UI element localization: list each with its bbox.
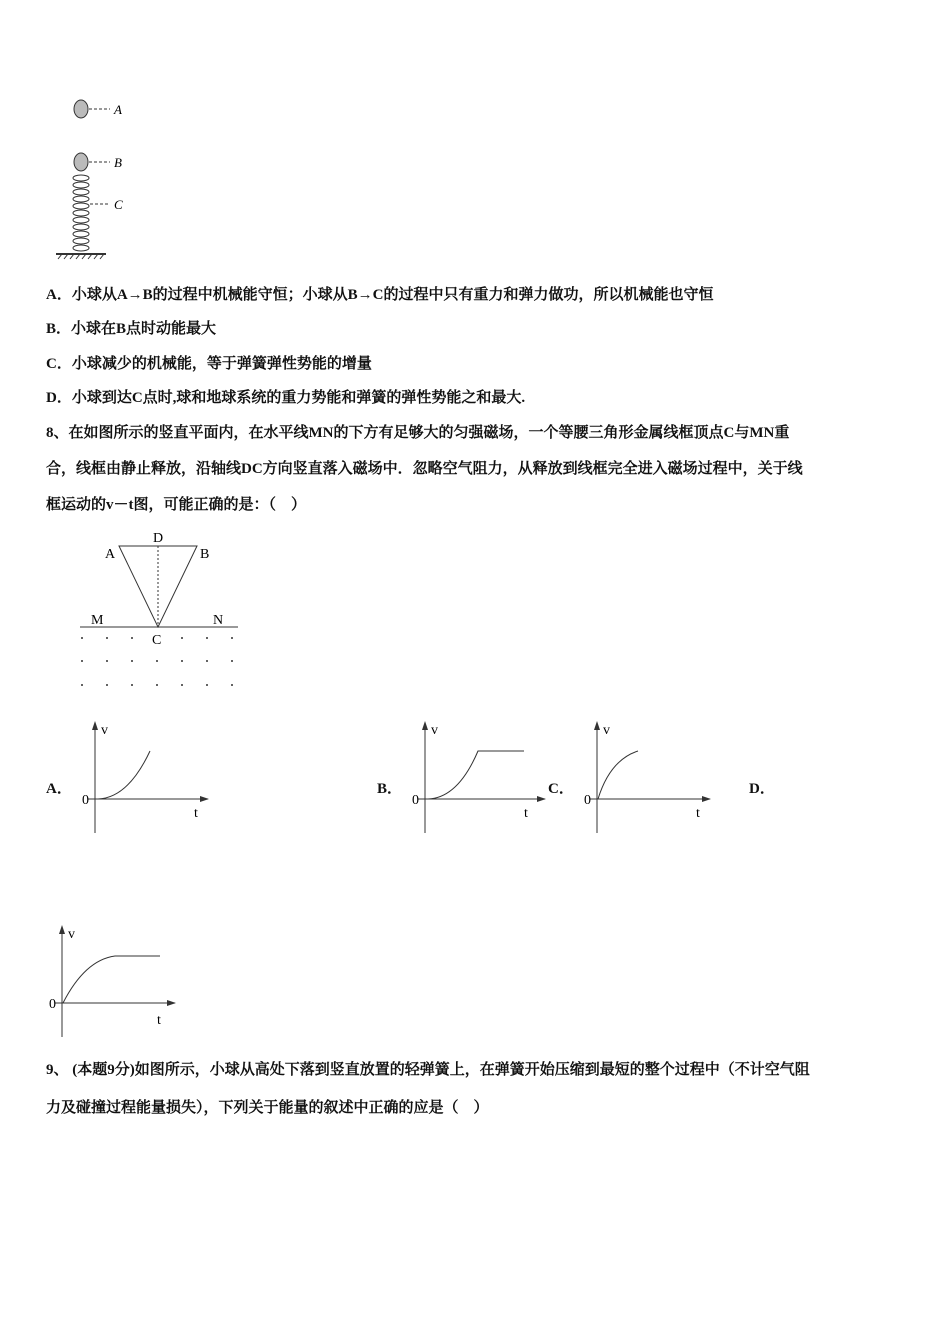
origin-label: 0	[412, 793, 419, 808]
spring-ball-figure	[50, 92, 150, 262]
label-b: B	[114, 155, 122, 170]
label-m: M	[91, 613, 104, 628]
curve	[63, 956, 160, 1003]
curve	[598, 751, 638, 799]
origin-label: 0	[82, 793, 89, 808]
q8-text-line: 合，线框由静止释放，沿轴线DC方向竖直落入磁场中．忽略空气阻力，从释放到线框完全进入磁场过程中，关于线	[46, 461, 803, 477]
vt-graph-d[interactable]	[45, 922, 185, 1042]
triangle-field-figure	[75, 528, 245, 693]
curve	[98, 751, 150, 799]
q9-text-line: 力及碰撞过程能量损失），下列关于能量的叙述中正确的应是（ ）	[46, 1100, 489, 1116]
option-d-label[interactable]: D．	[749, 781, 775, 797]
q8-text-line: 8、在如图所示的竖直平面内，在水平线MN的下方有足够大的匀强磁场，一个等腰三角形金属线框顶点C与MN重	[46, 425, 790, 441]
q8-text-line: 框运动的v－t图，可能正确的是：（ ）	[46, 497, 306, 513]
axis-v-label: v	[603, 723, 610, 738]
q9-text-line: 9、 (本题9分)如图所示，小球从高处下落到竖直放置的轻弹簧上，在弹簧开始压缩到最短的整个过程中（不计空气阻	[46, 1062, 810, 1078]
vt-graph-c[interactable]	[580, 718, 720, 838]
label-a: A	[105, 547, 116, 562]
option-a-label[interactable]: A．	[46, 781, 72, 797]
axis-v-label: v	[68, 927, 75, 942]
ball-b	[74, 153, 88, 171]
label-b: B	[200, 547, 210, 562]
q7-option-a[interactable]: A．小球从A→B的过程中机械能守恒；小球从B→C的过程中只有重力和弹力做功，所以机械能也守恒	[46, 287, 714, 303]
axis-v-label: v	[101, 723, 108, 738]
ball-a	[74, 100, 88, 118]
axis-t-label: t	[194, 806, 198, 821]
spring	[73, 175, 89, 251]
label-c: C	[152, 633, 162, 648]
origin-label: 0	[584, 793, 591, 808]
label-n: N	[213, 613, 224, 628]
axis-t-label: t	[157, 1013, 161, 1028]
axis-t-label: t	[524, 806, 528, 821]
q7-option-c[interactable]: C．小球减少的机械能，等于弹簧弹性势能的增量	[46, 356, 372, 372]
axis-v-label: v	[431, 723, 438, 738]
vt-graph-b[interactable]	[408, 718, 558, 838]
vt-graph-a[interactable]	[78, 718, 218, 838]
origin-label: 0	[49, 997, 56, 1012]
q7-option-d[interactable]: D．小球到达C点时,球和地球系统的重力势能和弹簧的弹性势能之和最大.	[46, 390, 526, 406]
option-c-label[interactable]: C．	[548, 781, 574, 797]
curve	[428, 751, 524, 799]
axis-t-label: t	[696, 806, 700, 821]
option-b-label[interactable]: B．	[377, 781, 403, 797]
q7-option-b[interactable]: B．小球在B点时动能最大	[46, 321, 217, 337]
label-c: C	[114, 197, 123, 212]
label-d: D	[153, 531, 164, 546]
label-a: A	[114, 102, 122, 117]
